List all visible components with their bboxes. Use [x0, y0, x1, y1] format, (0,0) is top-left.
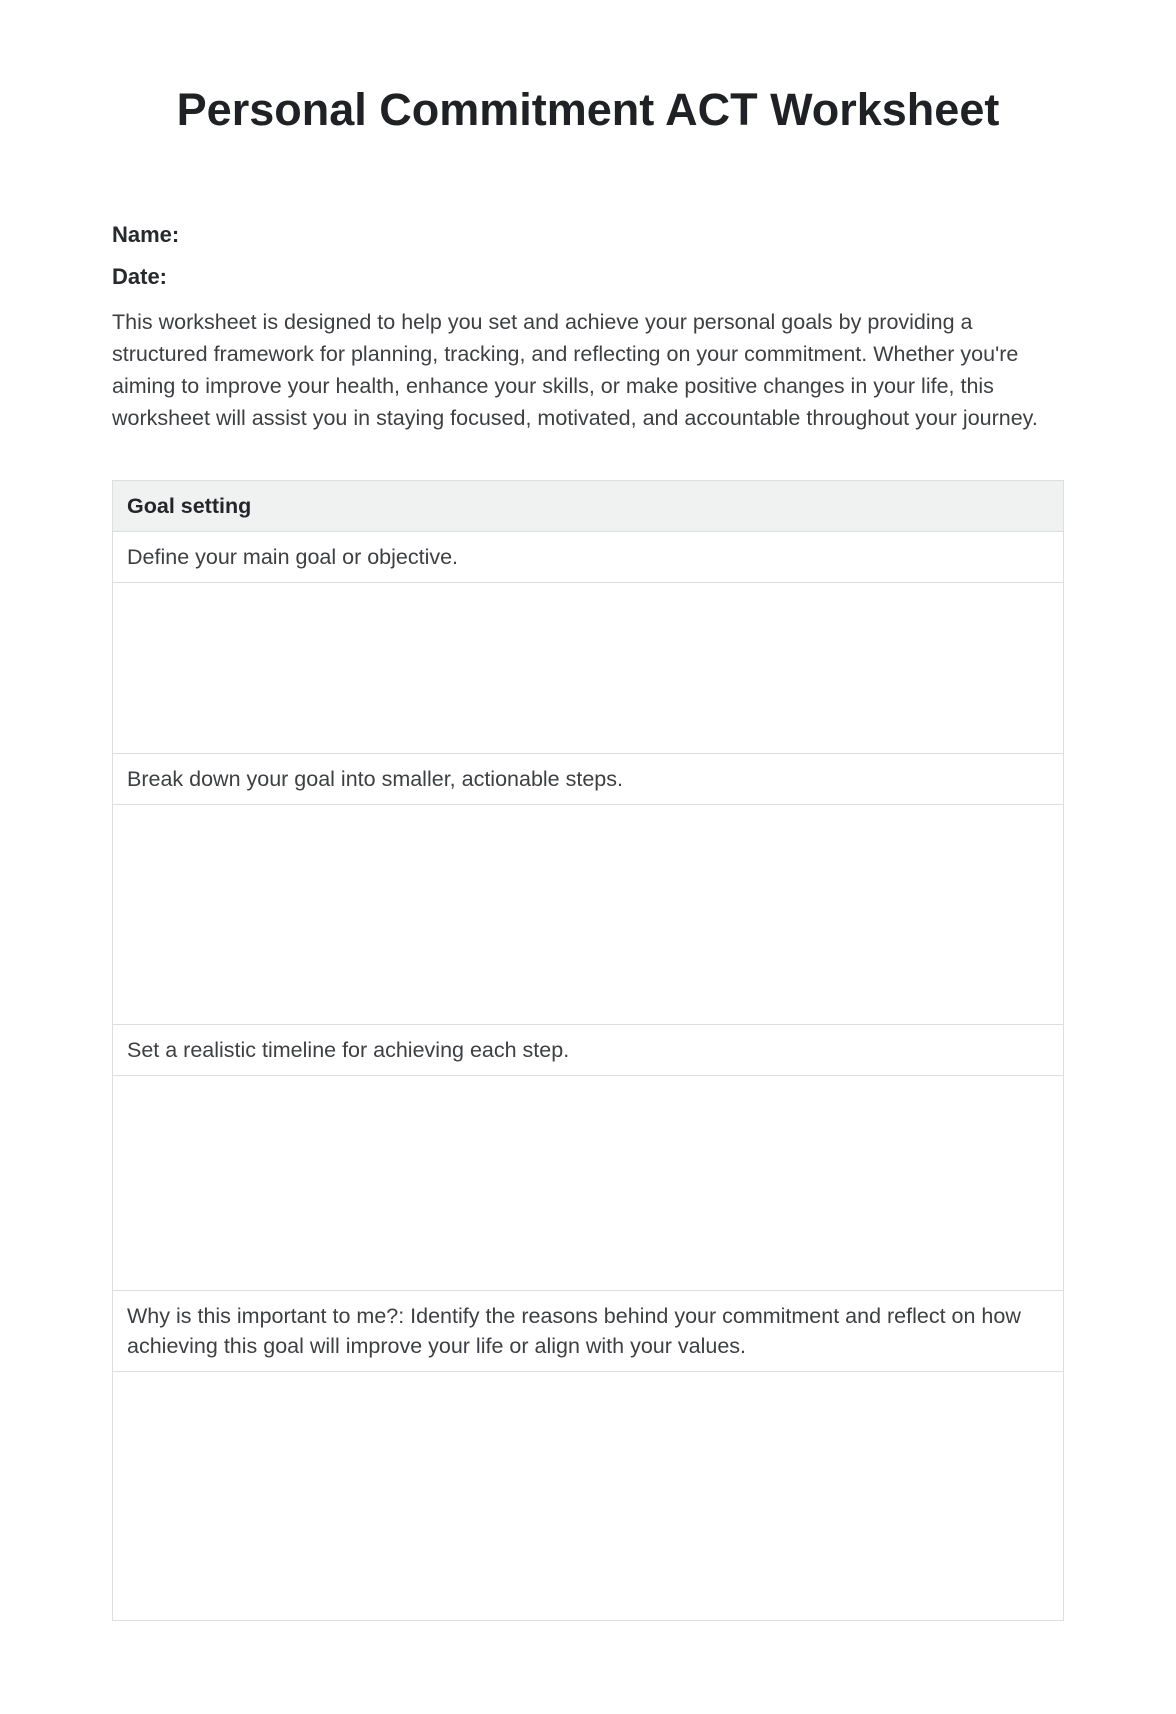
answer-area-define-goal: [113, 583, 1064, 754]
table-row: [113, 805, 1064, 1025]
worksheet-page: [0, 84, 1176, 1621]
name-label: Name:: [112, 222, 180, 247]
table-row: [113, 532, 1064, 583]
goal-setting-table: [112, 480, 1064, 1621]
table-row: [113, 1372, 1064, 1621]
date-label: Date:: [112, 264, 168, 289]
table-row: [113, 754, 1064, 805]
table-row: [113, 1076, 1064, 1291]
table-row: [113, 1025, 1064, 1076]
table-header-goal-setting: Goal setting: [113, 481, 1064, 532]
table-row: [113, 583, 1064, 754]
table-row: [113, 1291, 1064, 1372]
answer-area-break-down-goal: [113, 805, 1064, 1025]
intro-paragraph: This worksheet is designed to help you set and achieve your personal goals by providing a structured framework for planning, tracking, and reflecting on your commitment. Whether you're aiming to improve your health, enhance your skills, or make positive changes in your life, this worksheet will assist you in staying focused, motivated, and accountable throughout your journey.: [112, 310, 1038, 430]
answer-area-why-important: [113, 1372, 1064, 1621]
page-title: Personal Commitment ACT Worksheet: [176, 84, 1000, 135]
answer-area-set-timeline: [113, 1076, 1064, 1291]
prompt-why-important: Why is this important to me?: Identify the reasons behind your commitment and reflect on how achieving this goal will improve your life or align with your values.: [113, 1291, 1064, 1372]
prompt-set-timeline: Set a realistic timeline for achieving each step.: [113, 1025, 1064, 1076]
prompt-break-down-goal: Break down your goal into smaller, actionable steps.: [113, 754, 1064, 805]
table-header-row: [113, 481, 1064, 532]
prompt-define-goal: Define your main goal or objective.: [113, 532, 1064, 583]
